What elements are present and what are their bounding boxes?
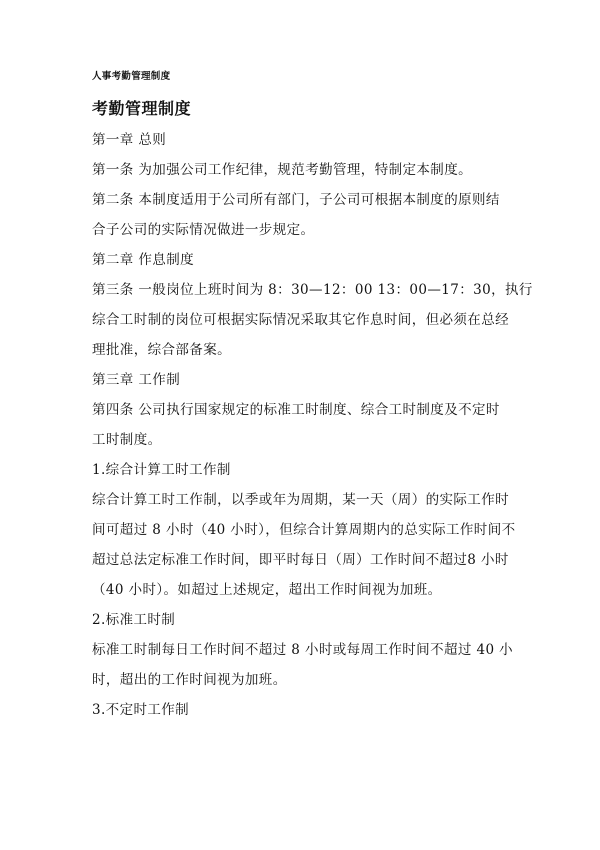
chapter-3-heading: 第三章 工作制 — [92, 372, 181, 388]
article-3-line-3: 理批准，综合部备案。 — [92, 342, 231, 358]
article-3-line-2: 综合工时制的岗位可根据实际情况采取其它作息时间，但必须在总经 — [92, 312, 509, 328]
section-2-heading: 2.标准工时制 — [92, 612, 176, 628]
article-2-line-2: 合子公司的实际情况做进一步规定。 — [92, 222, 315, 238]
section-1-line-4: （40 小时）。如超过上述规定，超出工作时间视为加班。 — [92, 582, 442, 598]
section-1-line-1: 综合计算工时工作制，以季或年为周期，某一天（周）的实际工作时 — [92, 492, 509, 508]
document-body — [92, 125, 533, 725]
chapter-2-heading: 第二章 作息制度 — [92, 252, 194, 268]
section-1-line-2: 间可超过 8 小时（40 小时），但综合计算周期内的总实际工作时间不 — [92, 522, 516, 538]
section-3-heading: 3.不定时工作制 — [92, 702, 190, 718]
section-1-heading: 1.综合计算工时工作制 — [92, 462, 231, 478]
document-title: 考勤管理制度 — [92, 99, 192, 118]
section-1-line-3: 超过总法定标准工作时间，即平时每日（周）工作时间不超过8 小时 — [92, 552, 509, 568]
article-1-line-1: 第一条 为加强公司工作纪律，规范考勤管理，特制定本制度。 — [92, 162, 472, 178]
section-2-line-2: 时，超出的工作时间视为加班。 — [92, 672, 287, 688]
chapter-1-heading: 第一章 总则 — [92, 132, 167, 148]
article-4-line-1: 第四条 公司执行国家规定的标准工时制度、综合工时制度及不定时 — [92, 402, 500, 418]
section-2-line-1: 标准工时制每日工作时间不超过 8 小时或每周工作时间不超过 40 小 — [92, 642, 514, 658]
article-2-line-1: 第二条 本制度适用于公司所有部门，子公司可根据本制度的原则结 — [92, 192, 500, 208]
article-3-line-1: 第三条 一般岗位上班时间为 8：30—12：00 13：00—17：30，执行 — [92, 282, 533, 298]
document-header: 人事考勤管理制度 — [92, 71, 171, 82]
article-4-line-2: 工时制度。 — [92, 432, 162, 448]
